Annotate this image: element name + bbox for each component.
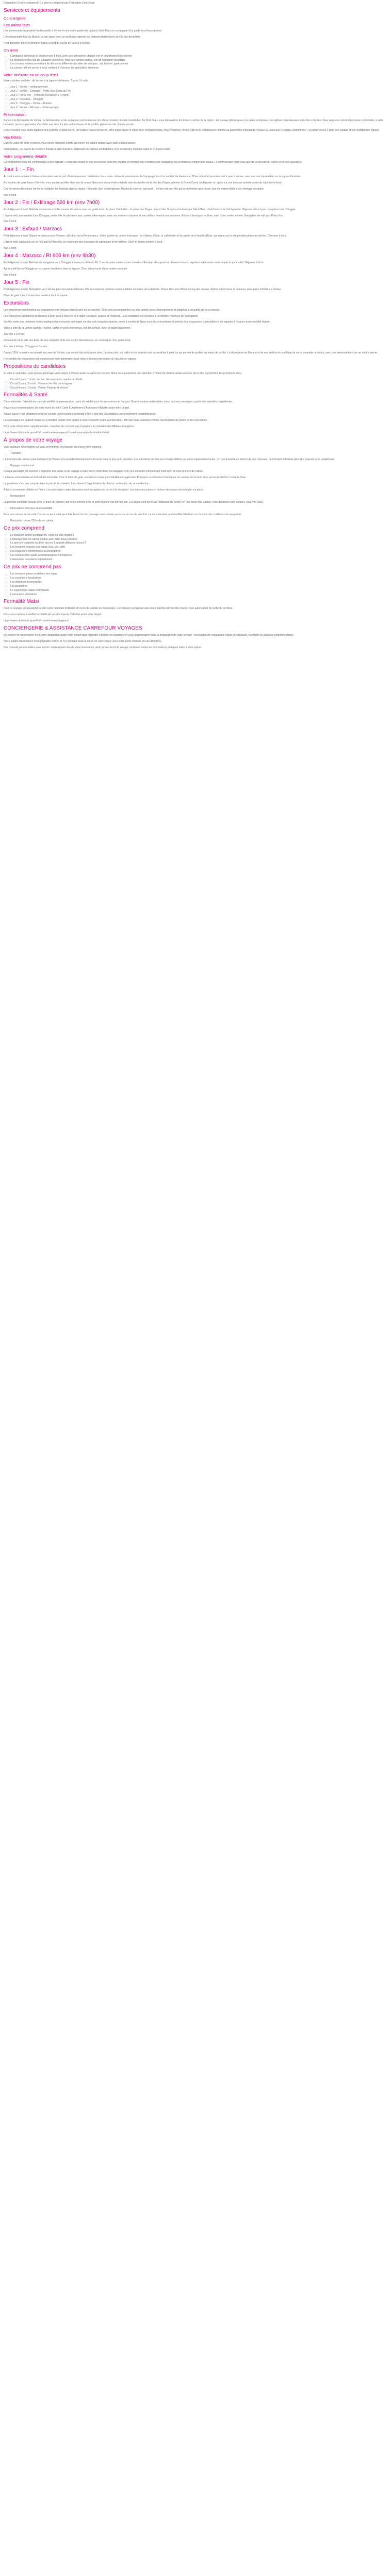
section-ce-prix-comprend: [4, 526, 387, 562]
section-heading: Ce prix ne comprend pas: [4, 564, 61, 570]
paragraph: Ce programme vous est communiqué à titre indicatif. L'ordre des visites et des excursions peut être modifié en fonction des conditions de navigation, de la météo ou d'impératifs locaux. Le commandant reste seul juge de la sécurité du navire et de ses passagers.: [4, 161, 303, 164]
paragraph: Le pourboire n'est pas compris dans le prix de la croisière. Il est laissé à l'appréciation de chacun, en fonction de sa satisfaction.: [4, 482, 150, 486]
section-heading: Excursions: [4, 300, 29, 306]
section-jour-1-fin: [4, 167, 387, 198]
paragraph: Veuillez noter que certaines visites impliquent une marche prolongée sur des sols irréguliers (pavés, ponts à escaliers). Nous vous recommandons de prévoir des chaussures confortables et de signaler à l'avance toute mobilité réduite.: [4, 320, 271, 324]
paragraph: Aucun vaccin n'est obligatoire pour ce voyage. Il est toutefois conseillé d'être à jour des vaccinations universellement recommandées.: [4, 413, 156, 416]
subsection-heading: Présentation: [4, 112, 26, 117]
paragraph: Nuit à bord.: [4, 220, 17, 224]
paragraph: Cette croisière vous invite également à explorer le delta du Pô, un espace naturel préservé, riche d'une faune et d'une flore exceptionnelles. Vous visiterez Ferrare, ville de la Renaissance inscrite au patrimoine mondial de l'UNESCO, ainsi que Chioggia, surnommée « la petite Venise » pour ses canaux et son architecture typique.: [4, 129, 380, 132]
section-heading: Formalité Matsi: [4, 599, 39, 605]
bullet-list: [4, 507, 387, 511]
paragraph: Pour toute information complémentaire, consultez les conseils aux voyageurs du ministère des Affaires étrangères.: [4, 425, 135, 429]
list-item: • L'ambiance conviviale et chaleureuse à bord, avec des animations chaque soir et un personnel attentionné: [10, 55, 387, 59]
list-item: • Bagages – optionnel: [10, 464, 387, 468]
list-item: • Les pourboires: [10, 585, 387, 589]
list-item: • Les escales variées permettant de découvrir différentes facettes de la région : art, histoire, gastronomie: [10, 62, 387, 66]
subsection-heading: On aime: [4, 47, 19, 53]
paragraph: Carte nationale d'identité en cours de validité ou passeport en cours de validité pour les ressortissants français. Pour les autres nationalités, merci de vous renseigner auprès des autorités compétentes.: [4, 400, 233, 404]
list-item: • L'hébergement en cabine double avec salle d'eau privative: [10, 538, 387, 542]
paragraph: Votre bateau : un navire de croisière fluviale à taille humaine, disposant de cabines confortables, d'un restaurant, d'un bar-salon et d'un pont soleil.: [4, 148, 171, 151]
subsection-heading: Les points forts: [4, 22, 30, 27]
list-item: • Circuit 3 jours / 2 nuits : Venise et les îles de la lagune: [10, 382, 387, 386]
list-item: • Informations diverses et accessibilité: [10, 507, 387, 511]
section-heading: CONCIERGERIE & ASSISTANCE CARREFOUR VOYAGES: [4, 625, 142, 632]
paragraph: Visite à pied de la Venise cachée : ruelles, campi et ponts méconnus, loin de la foule, avec un guide passionné.: [4, 327, 131, 330]
list-item: • Circuit 4 jours / 3 nuits : Venise, Padoue et Vérone: [10, 386, 387, 391]
paragraph: À bord, la monnaie utilisée est l'euro. Les principales cartes bancaires sont acceptées au bar et à la réception. Les boissons prises en dehors des repas sont à régler sur place.: [4, 488, 204, 492]
section-heading: Formalités & Santé: [4, 392, 48, 398]
list-item: • Restauration: [10, 495, 387, 499]
page: [0, 0, 391, 650]
section-heading: Jour 5 : Fin: [4, 279, 30, 285]
paragraph: Pour des raisons de sécurité, l'accès au pont soleil peut être fermé lors du passage sous certains ponts ou en cas de vent fort. Le commandant peut modifier l'itinéraire en fonction des conditions de navigation.: [4, 513, 242, 516]
list-item: • La cuisine raffinée servie à bord, mettant à l'honneur les spécialités italiennes: [10, 66, 387, 71]
paragraph: Nuit à bord.: [4, 273, 17, 277]
paragraph: L'ensemble des excursions est organisé par notre partenaire local, dans le respect des règles de sécurité en vigueur.: [4, 357, 137, 361]
list-item: • L'assurance annulation: [10, 593, 387, 597]
section-excursions: [4, 300, 387, 362]
list-item: • La pension complète du dîner du jour 1 au petit-déjeuner du jour 6: [10, 541, 387, 546]
section-heading: Jour 1 : – Fin: [4, 167, 34, 173]
section-a-propos-de-votre-voyage: [4, 437, 387, 523]
list-item: • Les excursions mentionnées au programme: [10, 550, 387, 554]
bullet-list: [4, 519, 387, 523]
section-jour-4-marzocc-rt-600-km-env-9h30: [4, 253, 387, 278]
bullet-list: [4, 378, 387, 391]
paragraph: Dans le cadre de cette croisière, vous serez hébergés à bord du navire, en cabine double avec salle d'eau privative.: [4, 142, 136, 145]
paragraph: Petit-déjeuner, dîner et déjeuner inclus à bord du navire de Venise à Venise.: [4, 41, 91, 45]
paragraph: Nuit à bord.: [4, 193, 17, 197]
bullet-list: [4, 55, 387, 71]
list-item: • Électricité : prises 220 volts en cabine: [10, 519, 387, 523]
paragraph: En fonction de votre heure d'arrivée, vous pourrez profiter d'un peu de temps libre pour une première balade dans les ruelles de la cité des Doges, admirer le Grand Canal ou déguster un spritz sur une terrasse animée avant de rejoindre le bord.: [4, 181, 282, 184]
list-item: • Les services d'un guide-accompagnateur francophone: [10, 554, 387, 558]
subsection-heading: Votre programme détaillé: [4, 154, 47, 159]
paragraph: Ces dernières décennies ont vu se multiplier les festivals dans la région : Biennale d'art contemporain, Mostra de cinéma, carnaval… Venise est une ville qui se réinvente sans cesse, tout en restant fidèle à son héritage séculaire.: [4, 187, 265, 191]
paragraph: Notre équipe d'assistance reste joignable 24h/24 et 7j/7 pendant toute la durée de votre séjour, pour vous porter secours en cas d'imprévu.: [4, 640, 162, 643]
bullet-list: [4, 464, 387, 468]
paragraph: Petit-déjeuner à bord. Navigation vers Venise puis excursion à Burano, l'île aux maisons colorées et à la tradition séculaire de la dentelle. Temps libre pour flâner le long des canaux. Retour à bord pour le déjeuner, puis après-midi libre à Venise.: [4, 287, 282, 291]
paragraph: Voici quelques informations qui vous permettront de préparer au mieux votre croisière.: [4, 445, 102, 449]
section-services-et-equipements: [4, 8, 387, 165]
paragraph: Petit-déjeuner à bord. Matinée de navigation vers Chioggia à travers le delta du Pô, l'une des plus vastes zones humides d'Europe. Vous pourrez observer hérons, aigrettes et flamants roses depuis le pont soleil. Déjeuner à bord.: [4, 261, 264, 265]
paragraph: Depuis 2014, le navire est amarré au cœur de Venise, à proximité des principaux sites. Les marchés, les cafés et les musées sont accessibles à pied, ce qui permet de profiter au mieux de la ville. La découverte de Murano et de ses ateliers de soufflage de verre complète ce séjour, avec une démonstration par un maître verrier.: [4, 351, 378, 354]
list-item: • Circuit 2 jours / 1 nuit : Venise, découverte du quartier du Rialto: [10, 378, 387, 382]
paragraph: La tenue vestimentaire à bord est décontractée. Pour le dîner de gala, une tenue un peu plus habillée est appréciée. Prévoyez un vêtement chaud pour les soirées sur le pont ainsi qu'une protection contre la pluie.: [4, 476, 247, 480]
paragraph: Après-midi libre à Chioggia ou excursion facultative dans la lagune. Dîner à bord suivi d'une soirée musicale.: [4, 267, 128, 270]
bullet-list: [4, 534, 387, 562]
section-heading: Jour 3 : Exfaud / Marzocc: [4, 226, 62, 232]
list-item: • Le transport aérien au départ de Paris sur vols réguliers: [10, 534, 387, 538]
paragraph: Partez à la découverte de Venise, la Sérénissime, et de sa lagune enchanteresse lors d'une croisière fluviale inoubliable. Au fil de l'eau, vous découvrirez les trésors cachés de la région : les canaux pittoresques, les palais somptueux, les églises majestueuses et les îles colorées. Vous voguerez à bord d'un navire confortable, à taille humaine, qui vous permettra d'accéder aux sites les plus authentiques et de profiter pleinement de chaque escale.: [4, 118, 383, 126]
paragraph: Votre croisière en Italie : de Venise à la lagune vénitienne, 7 jours / 6 nuits: [4, 79, 88, 83]
section-jour-2-fin-exfiltrage-500-km-env-7h00: [4, 200, 387, 225]
list-item: • Jour 1 : Venise – embarquement: [10, 86, 387, 90]
section-heading: À propos de votre voyage: [4, 437, 62, 443]
section-formalite-matsi: [4, 599, 387, 623]
list-item: • Jour 6 : Venise – Murano – débarquement: [10, 106, 387, 110]
paragraph: L'après-midi, navigation sur le Pô jusqu'à Polesella, en traversant des paysages de campagne et de rizières. Dîner et soirée animée à bord.: [4, 241, 163, 244]
list-item: • Les boissons incluses aux repas (eau, vin, café): [10, 546, 387, 550]
section-propositions-de-candidates: [4, 364, 387, 391]
section-jour-3-exfaud-marzocc: [4, 226, 387, 251]
subsection-heading: Vos hôtels: [4, 135, 22, 140]
bullet-list: [4, 572, 387, 597]
subsection-heading: Votre itinéraire en un coup d'œil: [4, 73, 58, 78]
section-conciergerie-assistance-carrefour-voyages: [4, 625, 387, 650]
paragraph: https://www.diplomatie.gouv.fr/fr/conseils-aux-voyageurs/conseils-par-pays-destination/italie/: [4, 431, 109, 434]
list-item: • L'assurance assistance-rapatriement: [10, 558, 387, 562]
section-heading: Jour 4 : Marzocc / Rt 600 km (env 9h30): [4, 253, 96, 259]
list-item: • La découverte des îles de la lagune vénitienne, hors des sentiers battus, loin de l'agitation touristique: [10, 59, 387, 63]
section-heading: Jour 2 : Fin / Exfiltrage 500 km (env 7h00): [4, 199, 100, 206]
paragraph: L'incontournable tour de Burano et son lagon avec un arrêt pour admirer les maisons multicolores de l'île des dentelliers.: [4, 35, 141, 39]
paragraph: L'après-midi, promenade dans Chioggia, petite ville de pêcheurs aux canaux pittoresques, avec ses maisons colorées et son célèbre marché aux poissons. Retour à bord pour le dîner, suivi d'une soirée animée. Navigation de nuit vers Porto Viro.: [4, 214, 284, 217]
list-item: • Le supplément cabine individuelle: [10, 589, 387, 593]
paragraph: Un service de conciergerie est à votre disposition avant votre départ pour répondre à toutes vos questions et vous accompagner dans la préparation de votre voyage : réservation de restaurants, billets de spectacle, transferts ou activités complémentaires.: [4, 634, 295, 637]
paragraph: Nous vous recommandons de vous munir de votre Carte Européenne d'Assurance Maladie avant votre départ.: [4, 406, 130, 410]
content: [4, 8, 387, 650]
paragraph: Les passagers en fauteuil roulant ou à mobilité réduite sont invités à nous contacter avant la réservation, afin que nous puissions vérifier l'accessibilité du navire et des excursions.: [4, 419, 208, 422]
paragraph: Découverte de la ville des Este, de ses remparts et de son centre Renaissance, en compagnie d'un guide local.: [4, 339, 131, 343]
paragraph: Accueil à votre arrivée à Venise et transfert vers le port d'embarquement. Installation dans votre cabine et présentation de l'équipage lors d'un cocktail de bienvenue. Dîner à bord et première nuit à quai à Venise, avec une vue imprenable sur la lagune illuminée.: [4, 175, 301, 179]
section-ce-prix-ne-comprend-pas: [4, 564, 387, 597]
page-subtitle: Description Ce prix comprend / Ce prix ne comprend pas Formalités Conrcierge: [4, 2, 95, 5]
section-heading: Services et équipements: [4, 7, 60, 13]
paragraph: Des conseils personnalisés vous seront communiqués lors de votre réservation, ainsi qu'un carnet de voyage contenant toutes les informations pratiques utiles à votre séjour.: [4, 646, 202, 649]
bullet-list: [4, 495, 387, 499]
bullet-list: [4, 86, 387, 110]
paragraph: La pension complète débute avec le dîner du premier jour et se termine avec le petit-déjeuner du dernier jour. Les repas sont servis au restaurant du navire, en une seule fois, à table, et les boissons sont incluses (eau, vin, café).: [4, 501, 264, 504]
list-item: • Jour 2 : Venise – Chioggia – Porto Viro (Delta du Pô): [10, 90, 387, 94]
list-item: • Jour 4 : Polesella – Chioggia: [10, 98, 387, 102]
paragraph: Dîner de gala à bord et dernière soirée à bord du navire.: [4, 294, 68, 297]
paragraph: Si vous le souhaitez, vous pouvez prolonger votre séjour à Venise avant ou après la croisière. Nous vous proposons une sélection d'hôtels de charme situés au cœur de la ville, à proximité des principaux sites.: [4, 371, 242, 375]
list-item: • Transport: [10, 452, 387, 456]
section-heading: Ce prix comprend: [4, 525, 44, 531]
paragraph: Le transfert aller-retour entre l'aéroport de Venise et le port d'embarquement est inclus dans le prix de la croisière. Les transferts ont lieu aux horaires définis par notre organisation locale ; en cas d'arrivée en dehors de ces créneaux, un transfert individuel peut être proposé avec supplément.: [4, 457, 335, 461]
paragraph: Les excursions facultatives proposées à bord sont à réserver et à régler sur place, auprès de l'hôtesse. Leur réalisation est soumise à un nombre minimum de participants.: [4, 314, 199, 318]
paragraph: Une promenade en gondole traditionnelle à Venise et une visite guidée de la place Saint-Marc en compagnie d'un guide local francophone.: [4, 29, 162, 32]
paragraph: Les excursions mentionnées au programme sont incluses dans le prix de la croisière. Elles sont accompagnées par des guides locaux francophones et adaptées à un public de tous niveaux.: [4, 308, 220, 312]
section-formalites-sante: [4, 392, 387, 435]
paragraph: Petit-déjeuner à bord. Départ en autocar pour Ferrare, ville d'art de la Renaissance. Visite guidée du centre historique : le château d'Este, la cathédrale et les palais de la famille d'Este, qui régna sur la cité pendant plusieurs siècles. Déjeuner à bord.: [4, 234, 287, 238]
paragraph: Chaque passager est autorisé à emporter une valise et un bagage à main. Merci d'identifier vos bagages avec une étiquette mentionnant votre nom et votre numéro de cabine.: [4, 470, 204, 473]
paragraph: https://www.diplomatie.gouv.fr/fr/conseils-aux-voyageurs/: [4, 619, 69, 623]
paragraph: Nuit à bord.: [4, 247, 17, 250]
list-item: • Les excursions facultatives: [10, 577, 387, 581]
section-jour-5-fin: [4, 280, 387, 298]
paragraph: Petit-déjeuner à bord. Matinée consacrée à la découverte de Venise avec un guide local : la place Saint-Marc, le palais des Doges, le pont des Soupirs et la basilique Saint-Marc, chef-d'œuvre de l'art byzantin. Déjeuner à bord puis navigation vers Chioggia.: [4, 208, 296, 211]
subsection-heading: Conciergerie: [4, 15, 26, 21]
list-item: • Les dépenses personnelles: [10, 581, 387, 585]
paragraph: Pour ce voyage, un passeport ou une carte nationale d'identité en cours de validité est nécessaire. Les mineurs voyageant sans leurs parents doivent être munis d'une autorisation de sortie du territoire.: [4, 607, 233, 611]
paragraph: Journée à Venise, Chioggia et Burano: [4, 345, 47, 349]
list-item: • Jour 5 : Chioggia – Venise – Burano: [10, 102, 387, 106]
section-heading: Propositions de candidates: [4, 363, 66, 369]
list-item: • Les boissons prises en dehors des repas: [10, 572, 387, 577]
paragraph: Nous vous invitons à vérifier la validité de vos documents d'identité avant votre départ.: [4, 613, 103, 617]
bullet-list: [4, 452, 387, 456]
paragraph: Journée à Ferrare: [4, 333, 25, 336]
list-item: • Jour 3 : Porto Viro – Polesella (excursion à Ferrare): [10, 94, 387, 98]
